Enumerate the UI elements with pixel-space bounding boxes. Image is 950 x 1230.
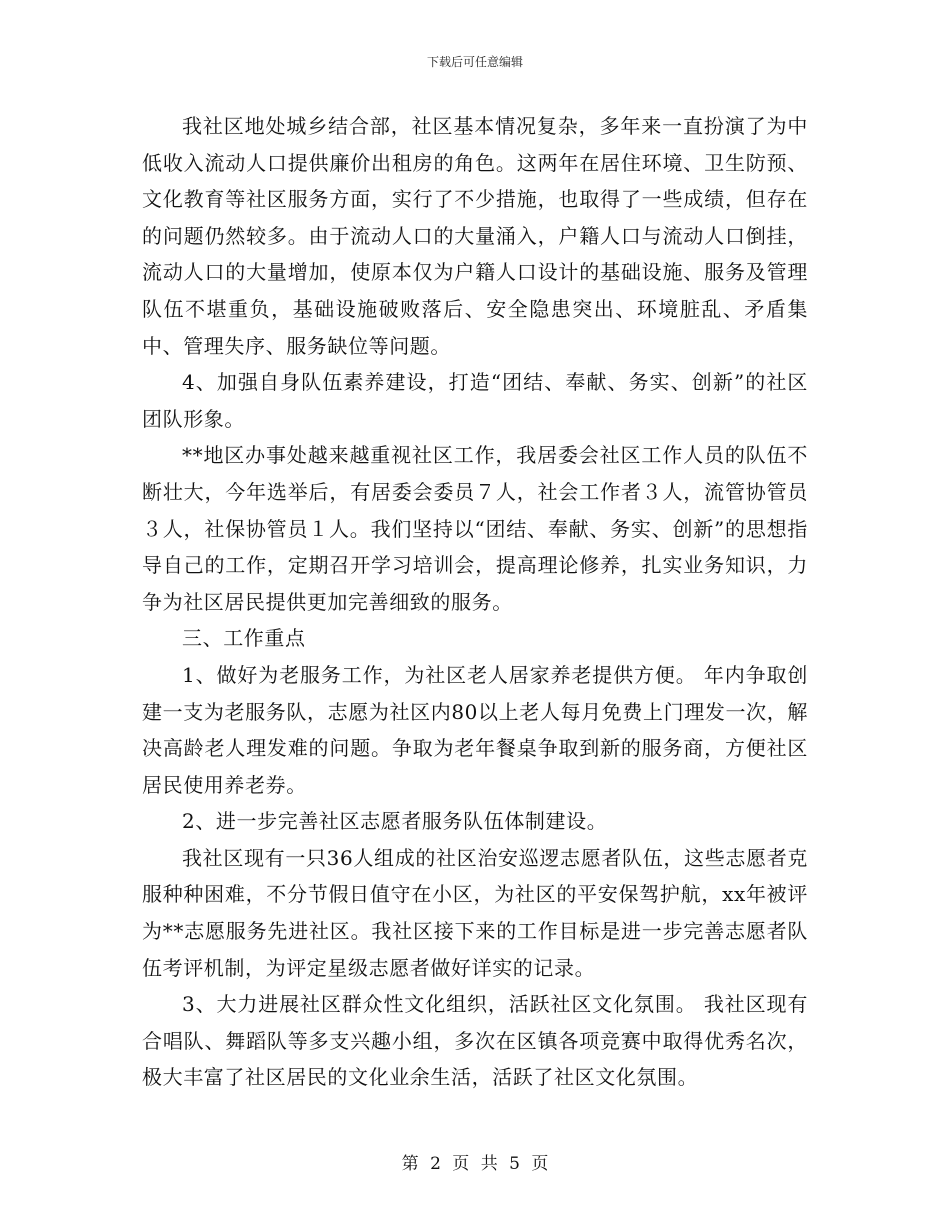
paragraph-volunteer-heading: 2、进一步完善社区志愿者服务队伍体制建设。	[182, 809, 608, 834]
paragraph-team-building-heading: 4、加强自身队伍素养建设，打造“团结、奉献、务实、创新”的社区团队形象。	[142, 370, 808, 431]
paragraph-elderly-service: 1、做好为老服务工作，为社区老人居家养老提供方便。 年内争取创建一支为老服务队，志愿为社区内80以上老人每月免费上门理发一次，解决高龄老人理发难的问题。争取为老年餐桌争取到新的服务商，方便社区居民使用养老券。	[142, 662, 808, 797]
page-header: 下载后可任意编辑	[426, 55, 523, 69]
paragraph-volunteer-team: 我社区现有一只36人组成的社区治安巡逻志愿者队伍，这些志愿者克服种种困难，不分节假日值守在小区，为社区的平安保驾护航，xx年被评为**志愿服务先进社区。我社区接下来的工作目标是进一步完善志愿者队伍考评机制，为评定星级志愿者做好详实的记录。	[142, 845, 808, 980]
section-heading-work-focus: 三、工作重点	[182, 626, 306, 651]
document-body	[142, 108, 808, 1096]
paragraph-culture-organization: 3、大力进展社区群众性文化组织，活跃社区文化氛围。 我社区现有合唱队、舞蹈队等多支兴趣小组，多次在区镇各项竞赛中取得优秀名次，极大丰富了社区居民的文化业余生活，活跃了社区文化氛围。	[142, 992, 808, 1090]
paragraph-community-overview: 我社区地处城乡结合部，社区基本情况复杂，多年来一直扮演了为中低收入流动人口提供廉价出租房的角色。这两年在居住环境、卫生防预、文化教育等社区服务方面，实行了不少措施，也取得了一些成绩，但存在的问题仍然较多。由于流动人口的大量涌入，户籍人口与流动人口倒挂，流动人口的大量增加，使原本仅为户籍人口设计的基础设施、服务及管理队伍不堪重负，基础设施破败落后、安全隐患突出、环境脏乱、矛盾集中、管理失序、服务缺位等问题。	[142, 114, 808, 358]
page-footer: 第 2 页 共 5 页	[401, 1154, 549, 1174]
paragraph-team-building: **地区办事处越来越重视社区工作，我居委会社区工作人员的队伍不断壮大，今年选举后，有居委会委员７人，社会工作者３人，流管协管员３人，社保协管员１人。我们坚持以“团结、奉献、务实、创新”的思想指导自己的工作，定期召开学习培训会，提高理论修养，扎实业务知识，力争为社区居民提供更加完善细致的服务。	[142, 443, 808, 614]
